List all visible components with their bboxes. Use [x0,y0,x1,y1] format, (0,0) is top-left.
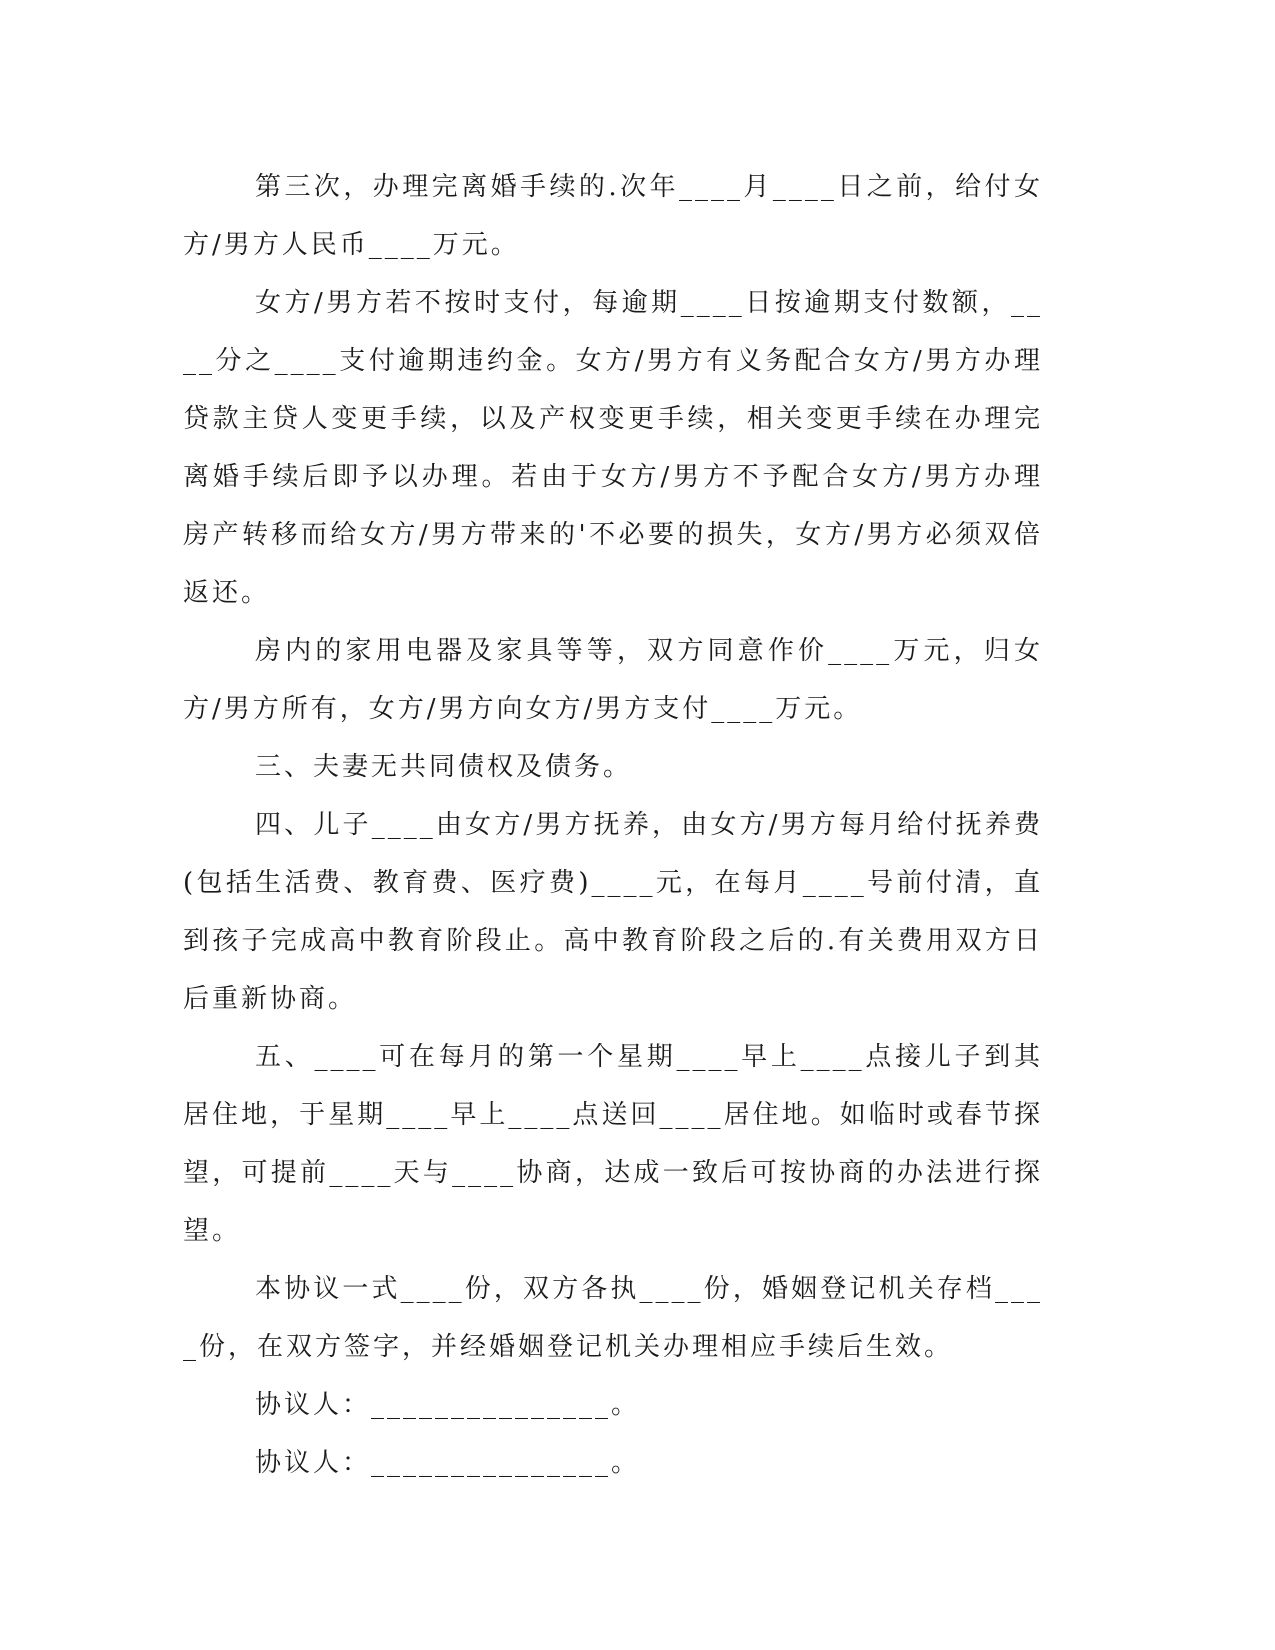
paragraph-section-four-custody: 四、儿子____由女方/男方抚养，由女方/男方每月给付抚养费(包括生活费、教育费、医疗费)____元，在每月____号前付清，直到孩子完成高中教育阶段止。高中教育阶段之后的.有关费用双方日后重新协商。 [183,810,1043,1014]
paragraph-section-five-visitation: 五、____可在每月的第一个星期____早上____点接儿子到其居住地，于星期____早上____点送回____居住地。如临时或春节探望，可提前____天与____协商，达成一致后可按协商的办法进行探望。 [183,1042,1043,1246]
paragraph-copies-effective: 本协议一式____份，双方各执____份，婚姻登记机关存档____份，在双方签字，并经婚姻登记机关办理相应手续后生效。 [183,1274,1043,1362]
paragraph-third-payment: 第三次，办理完离婚手续的.次年____月____日之前，给付女方/男方人民币____万元。 [183,172,1043,260]
document-body [183,158,1043,1492]
paragraph-late-payment-penalty: 女方/男方若不按时支付，每逾期____日按逾期支付数额，____分之____支付逾期违约金。女方/男方有义务配合女方/男方办理贷款主贷人变更手续，以及产权变更手续，相关变更手续在办理完离婚手续后即予以办理。若由于女方/男方不予配合女方/男方办理房产转移而给女方/男方带来的'不必要的损失，女方/男方必须双倍返还。 [183,288,1043,608]
paragraph-section-three-debts: 三、夫妻无共同债权及债务。 [255,752,633,782]
signature-line-party-1: 协议人：_______________。 [255,1390,641,1420]
signature-line-party-2: 协议人：_______________。 [255,1448,641,1478]
paragraph-household-appliances: 房内的家用电器及家具等等，双方同意作价____万元，归女方/男方所有，女方/男方向女方/男方支付____万元。 [183,636,1043,724]
